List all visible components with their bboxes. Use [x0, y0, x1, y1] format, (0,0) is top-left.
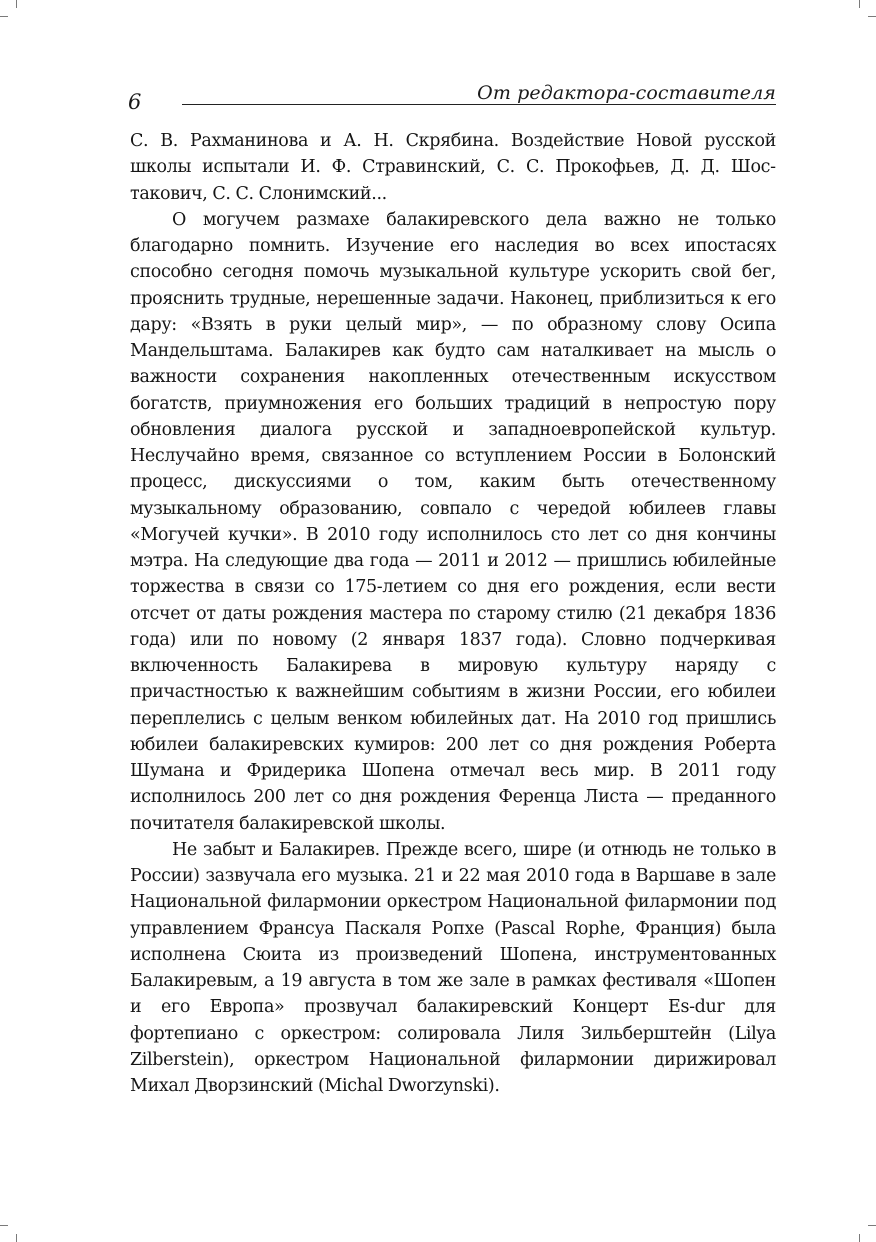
body-text — [130, 128, 776, 1099]
page-number: 6 — [128, 90, 142, 114]
paragraph-continued: С. В. Рахманинова и А. Н. Скрябина. Воздействие Новой русской школы испытали И. Ф. Стравинский, С. С. Прокофьев, Д. Д. Шостакович, С. С. Слонимский... — [130, 131, 776, 204]
crop-mark — [16, 1234, 17, 1242]
crop-mark — [859, 0, 860, 8]
crop-mark — [868, 1225, 876, 1226]
crop-mark — [868, 16, 876, 17]
crop-mark — [859, 1234, 860, 1242]
header-rule — [182, 104, 776, 105]
crop-mark — [16, 0, 17, 8]
paragraph: О могучем размахе балакиревского дела важно не только благодарно помнить. Изучение его наследия во всех ипостасях способно сегодня помочь музыкальной культуре ускорить свой бег, прояснить трудные, нерешенные задачи. Наконец, приблизиться к его дару: «Взять в руки целый мир», — по образному слову Осипа Мандельштама. Балакирев как будто сам наталкивает на мысль о важности сохранения накопленных отечественным искусством богатств, приумножения его больших традиций в непростую пору обновления диалога русской и западноевропейской культур. Неслучайно время, связанное со вступлением России в Болонский процесс, дискуссиями о том, каким быть отечественному музыкальному образованию, совпало с чередой юбилеев главы «Могучей кучки». В 2010 году исполнилось сто лет со дня кончины мэтра. На следующие два года — 2011 и 2012 — пришлись юбилейные торжества в связи со 175-летием со дня его рождения, если вести отсчет от даты рождения мастера по старому стилю (21 декабря 1836 года) или по новому (2 января 1837 года). Словно подчеркивая включенность Балакирева в мировую культуру наряду с причастностью к важнейшим событиям в жизни России, его юбилеи переплелись с целым венком юбилейных дат. На 2010 год пришлись юбилеи балакиревских кумиров: 200 лет со дня рождения Роберта Шумана и Фридерика Шопена отмечал весь мир. В 2011 году исполнилось 200 лет со дня рождения Ференца Листа — преданного почитателя балакиревской школы. — [130, 209, 776, 834]
crop-mark — [0, 16, 8, 17]
running-title: От редактора-составителя — [477, 82, 776, 104]
paragraph: Не забыт и Балакирев. Прежде всего, шире (и отнюдь не только в России) зазвучала его музыка. 21 и 22 мая 2010 года в Варшаве в зале Национальной филармонии оркестром Национальной филармонии под управлением Франсуа Паскаля Ропхе (Pascal Rophe, Франция) была исполнена Сюита из произведений Шопена, инструментованных Балакиревым, а 19 августа в том же зале в рамках фестиваля «Шопен и его Европа» прозвучал балакиревский Концерт Es-dur для фортепиано с оркестром: солировала Лиля Зильберштейн (Lilya Zilberstein), оркестром Национальной филармонии дирижировал Михал Дворзинский (Michal Dworzynski). — [130, 839, 776, 1096]
crop-mark — [0, 1225, 8, 1226]
